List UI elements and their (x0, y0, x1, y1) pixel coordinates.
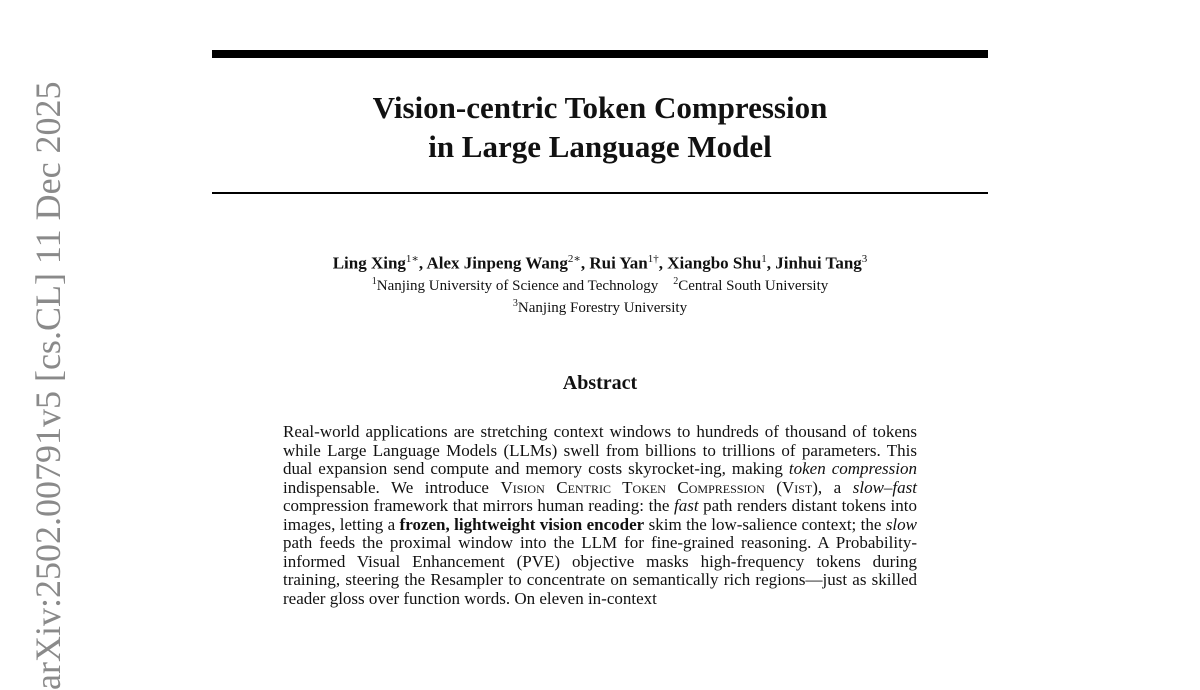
author-mark: 3 (861, 253, 868, 265)
title-line-2: in Large Language Model (428, 129, 772, 164)
author-mark: 1 (761, 253, 767, 265)
abstract-text-run: slow–fast (852, 477, 917, 497)
author: Alex Jinpeng Wang (426, 253, 568, 273)
affiliation-mark: 2 (673, 276, 679, 287)
title-bottom-rule (212, 192, 988, 194)
abstract-text-run: skim the low-salience context; the (644, 514, 886, 534)
abstract-text-run: , a (817, 477, 853, 497)
abstract-text-run: path feeds the proximal window into the LLM for fine-grained reasoning. A Probability-informed Visual Enhancement (PVE) objective masks high-frequency tokens during training, steering the Resampler to concentrate on semantically rich regions—just as skilled reader gloss over function words. On eleven in-context (283, 533, 917, 608)
abstract-text-run: slow (885, 514, 917, 534)
affiliation-mark: 1 (371, 276, 377, 287)
abstract-text-run: indispensable. We introduce (283, 477, 501, 497)
author: Xiangbo Shu (667, 253, 762, 273)
affiliation-line (212, 272, 988, 296)
author-mark: 2∗ (567, 253, 581, 265)
abstract-body (283, 423, 917, 608)
abstract-text-run: Vision Centric Token Compression (Vist) (500, 477, 818, 497)
author: Jinhui Tang (775, 253, 862, 273)
abstract-text-run: fast (673, 496, 699, 515)
author: Ling Xing (332, 253, 406, 273)
author-list: Ling Xing$^{1∗}$, Alex Jinpeng Wang$^{2∗}$, Rui Yan$^{1\dagger}$, Xiangbo Shu$^1$, Jinhui Tang$^3$ (332, 253, 868, 273)
abstract-heading: Abstract (562, 372, 638, 394)
affiliation: Nanjing Forestry University (517, 300, 688, 316)
affiliation: Nanjing University of Science and Technology (376, 278, 659, 294)
title-top-rule (212, 50, 988, 58)
abstract-text-run: frozen, lightweight vision encoder (399, 514, 645, 534)
author-mark: 1† (647, 253, 659, 265)
abstract-text-run: Real-world applications are stretching context windows to hundreds of thousand of tokens while Large Language Models (LLMs) swell from billions to trillions of parameters. This dual expansion send compute and memory costs skyrocket-ing, making (283, 422, 917, 478)
affiliation-line (212, 294, 988, 318)
abstract-text-run: token compression (788, 459, 918, 478)
author: Rui Yan (589, 253, 648, 273)
title-line-1: Vision-centric Token Compression (372, 90, 828, 125)
arxiv-stamp: arXiv:2502.00791v5 [cs.CL] 11 Dec 2025 (28, 81, 68, 690)
paper-title (212, 88, 988, 166)
affiliation: Central South University (678, 278, 829, 294)
affiliation-mark: 3 (512, 298, 518, 309)
abstract-text-run: compression framework that mirrors human reading: the (283, 496, 674, 515)
abstract-text-run: path renders distant tokens into images, letting a (283, 496, 918, 534)
author-mark: 1∗ (405, 253, 419, 265)
